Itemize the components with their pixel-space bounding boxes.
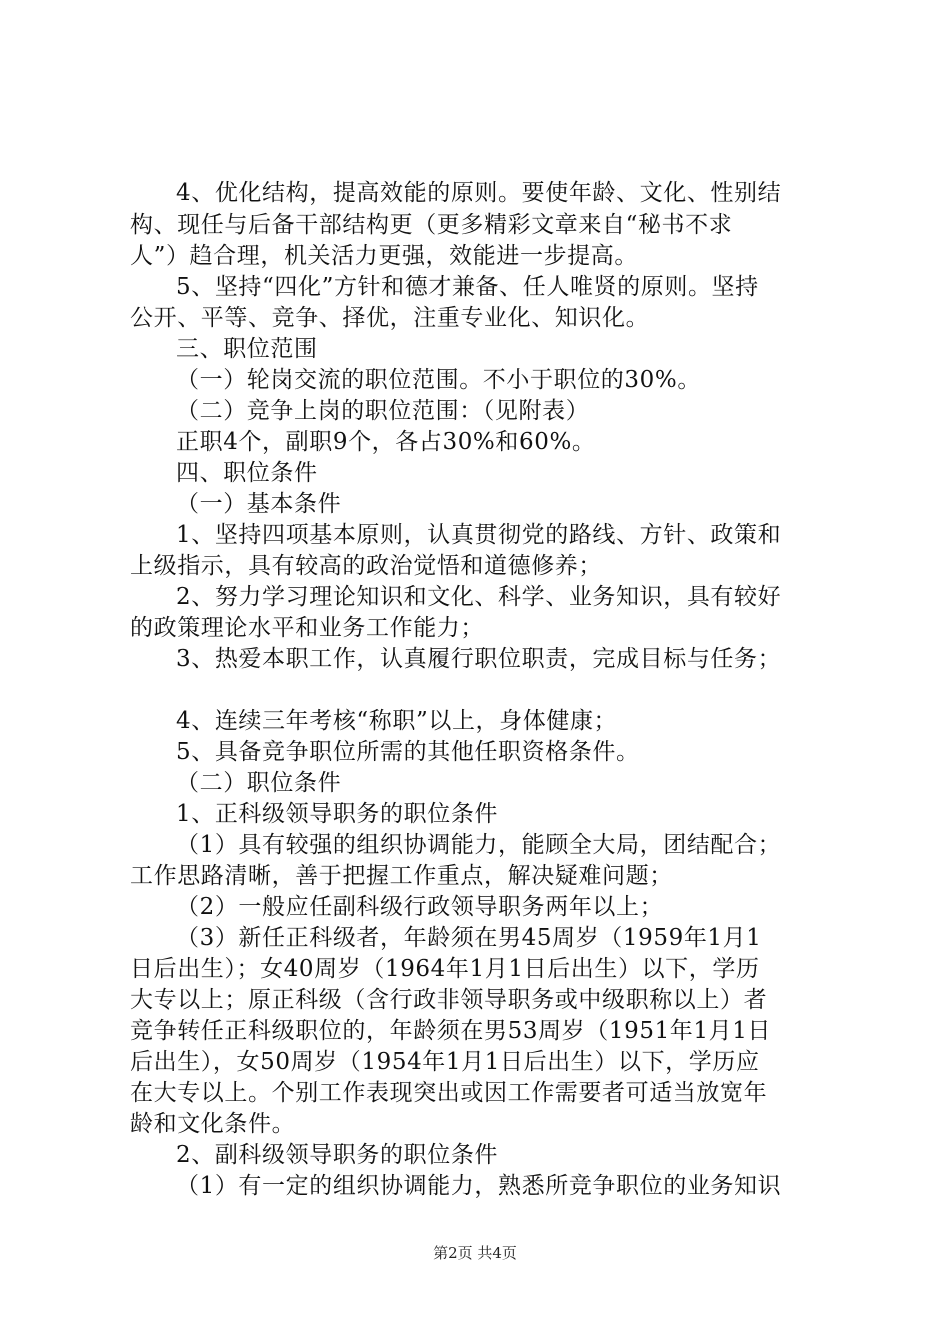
text-line: 上级指示，具有较高的政治觉悟和道德修养； xyxy=(130,553,602,579)
text-line: 公开、平等、竞争、择优，注重专业化、知识化。 xyxy=(130,305,650,331)
text-line: 3、热爱本职工作，认真履行职位职责，完成目标与任务； xyxy=(176,646,782,672)
text-line: 1、坚持四项基本原则，认真贯彻党的路线、方针、政策和 xyxy=(176,522,782,548)
text-line: 5、坚持“四化”方针和德才兼备、任人唯贤的原则。坚持 xyxy=(176,274,759,300)
text-line: 大专以上；原正科级（含行政非领导职务或中级职称以上）者 xyxy=(130,987,768,1013)
text-line: 2、努力学习理论知识和文化、科学、业务知识，具有较好 xyxy=(176,584,782,610)
section-heading: 四、职位条件 xyxy=(176,460,318,486)
text-line: 5、具备竞争职位所需的其他任职资格条件。 xyxy=(176,739,640,765)
text-line: 龄和文化条件。 xyxy=(130,1111,296,1137)
subsection-heading: （二）职位条件 xyxy=(176,770,342,796)
text-line: 人”）趋合理，机关活力更强，效能进一步提高。 xyxy=(130,243,638,269)
text-line: （1）具有较强的组织协调能力，能顾全大局，团结配合； xyxy=(176,832,782,858)
text-line: （一）轮岗交流的职位范围。不小于职位的30%。 xyxy=(176,367,701,393)
text-line: （1）有一定的组织协调能力，熟悉所竞争职位的业务知识 xyxy=(176,1173,782,1199)
text-line: （2）一般应任副科级行政领导职务两年以上； xyxy=(176,894,664,920)
subsection-heading: （一）基本条件 xyxy=(176,491,342,517)
text-line: 日后出生）；女40周岁（1964年1月1日后出生）以下，学历 xyxy=(130,956,760,982)
text-line: 构、现任与后备干部结构更（更多精彩文章来自“秘书不求 xyxy=(130,212,733,238)
text-line: （二）竞争上岗的职位范围：（见附表） xyxy=(176,398,590,424)
text-line: 4、优化结构，提高效能的原则。要使年龄、文化、性别结 xyxy=(176,180,782,206)
text-line: 2、副科级领导职务的职位条件 xyxy=(176,1142,499,1168)
page-number-footer: 第2页 共4页 xyxy=(433,1244,517,1262)
text-line: 后出生），女50周岁（1954年1月1日后出生）以下，学历应 xyxy=(130,1049,760,1075)
text-line: 1、正科级领导职务的职位条件 xyxy=(176,801,499,827)
text-line: 在大专以上。个别工作表现突出或因工作需要者可适当放宽年 xyxy=(130,1080,768,1106)
text-line: 4、连续三年考核“称职”以上，身体健康； xyxy=(176,708,618,734)
text-line: 竞争转任正科级职位的，年龄须在男53周岁（1951年1月1日 xyxy=(130,1018,772,1044)
text-line: 工作思路清晰，善于把握工作重点，解决疑难问题； xyxy=(130,863,673,889)
text-line: （3）新任正科级者，年龄须在男45周岁（1959年1月1 xyxy=(176,925,762,951)
section-heading: 三、职位范围 xyxy=(176,336,318,362)
text-line: 正职4个，副职9个，各占30%和60%。 xyxy=(176,429,596,455)
text-line: 的政策理论水平和业务工作能力； xyxy=(130,615,484,641)
